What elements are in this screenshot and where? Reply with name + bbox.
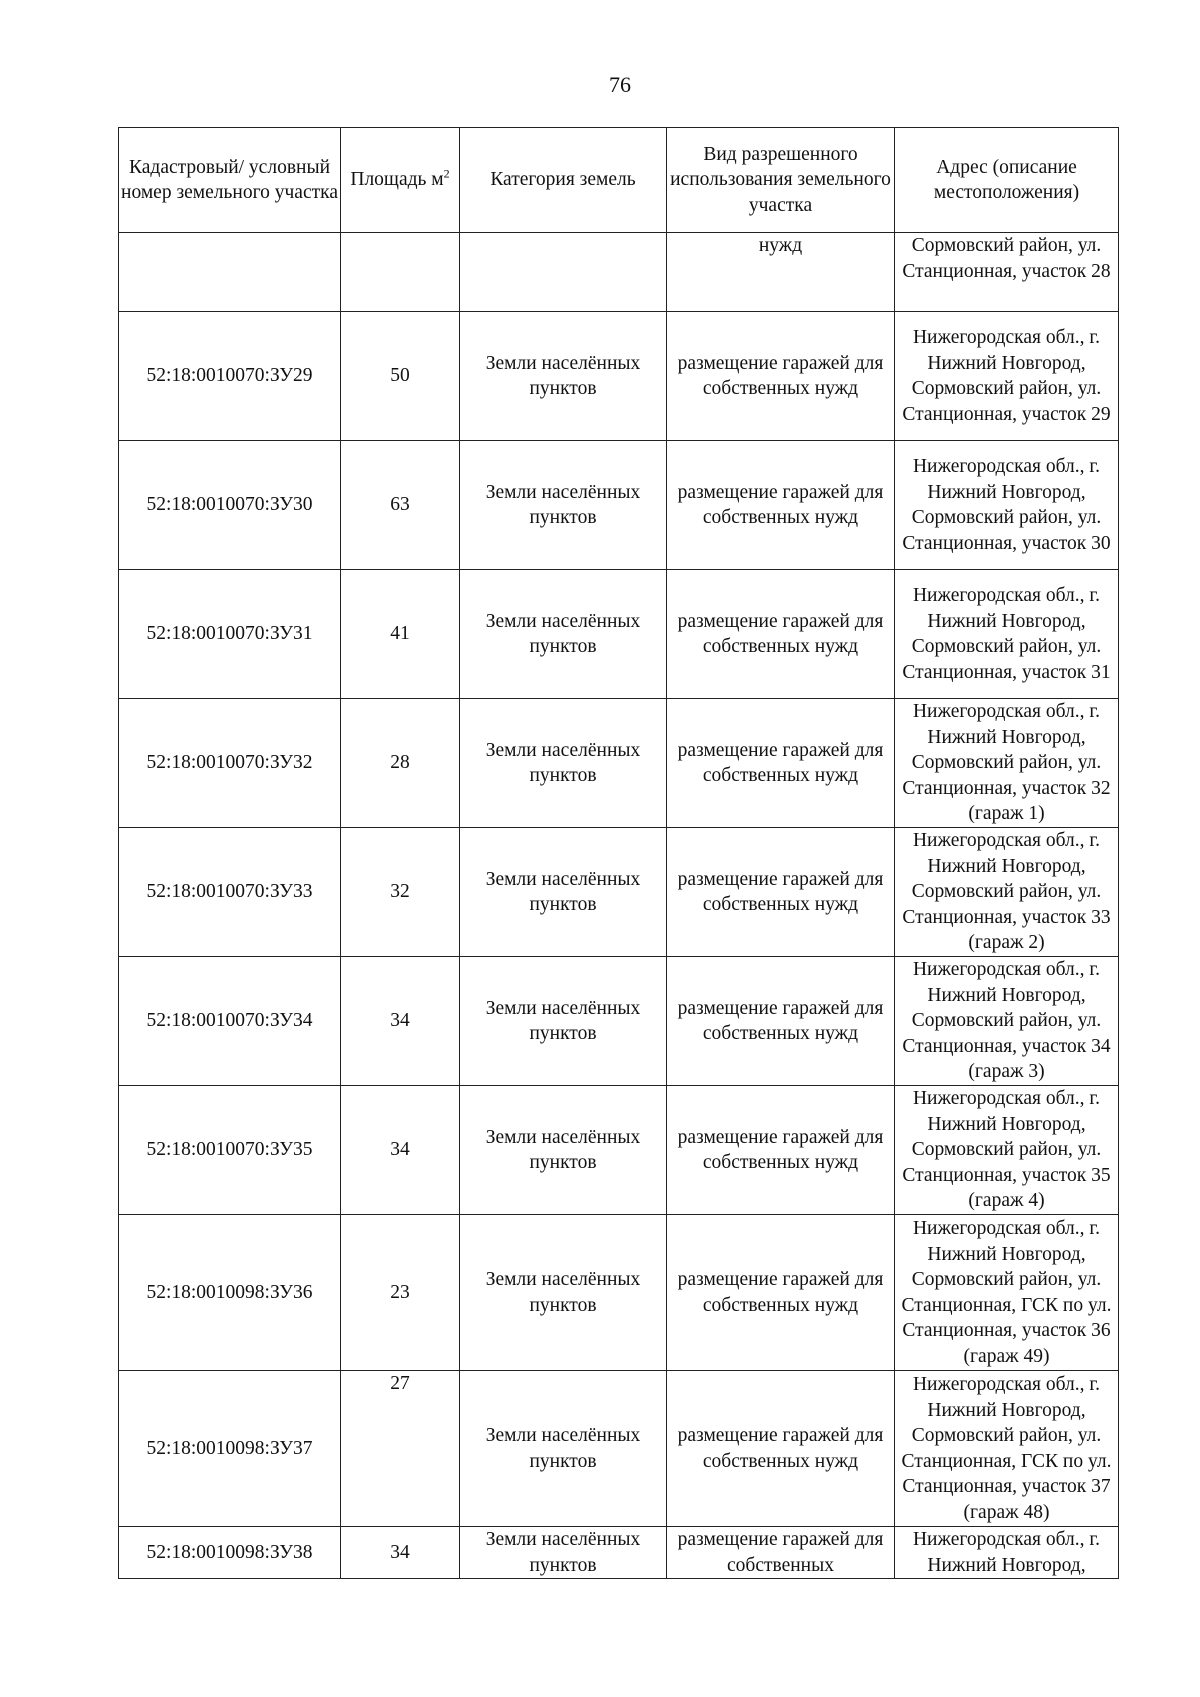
cell-number: 52:18:0010070:ЗУ29 [119, 312, 341, 441]
cell-number: 52:18:0010098:ЗУ37 [119, 1371, 341, 1527]
cell-use: нужд [667, 233, 895, 312]
cell-category: Земли населённых пунктов [460, 1215, 667, 1371]
cell-address: Нижегородская обл., г. Нижний Новгород, Сормовский район, ул. Станционная, участок 31 [895, 570, 1119, 699]
table-row [119, 1086, 1119, 1215]
cell-use: размещение гаражей для собственных нужд [667, 828, 895, 957]
cell-address: Нижегородская обл., г. Нижний Новгород, Сормовский район, ул. Станционная, участок 34 (гараж 3) [895, 957, 1119, 1086]
cell-area [341, 233, 460, 312]
table-row [119, 441, 1119, 570]
cell-address: Нижегородская обл., г. Нижний Новгород, [895, 1527, 1119, 1579]
cell-address: Нижегородская обл., г. Нижний Новгород, Сормовский район, ул. Станционная, участок 30 [895, 441, 1119, 570]
cell-address: Нижегородская обл., г. Нижний Новгород, Сормовский район, ул. Станционная, ГСК по ул. Станционная, участок 36 (гараж 49) [895, 1215, 1119, 1371]
cell-number: 52:18:0010070:ЗУ31 [119, 570, 341, 699]
table-row [119, 828, 1119, 957]
header-address: Адрес (описание местоположения) [895, 128, 1119, 233]
cell-area: 32 [341, 828, 460, 957]
cell-use: размещение гаражей для собственных нужд [667, 312, 895, 441]
cell-area: 28 [341, 699, 460, 828]
cell-number: 52:18:0010070:ЗУ35 [119, 1086, 341, 1215]
table-row-continuation [119, 233, 1119, 312]
cell-category [460, 233, 667, 312]
header-area [341, 128, 460, 233]
header-area-label: Площадь м [350, 169, 444, 191]
cell-number: 52:18:0010070:ЗУ30 [119, 441, 341, 570]
table-row [119, 957, 1119, 1086]
cell-use: размещение гаражей для собственных нужд [667, 1086, 895, 1215]
header-land-category: Категория земель [460, 128, 667, 233]
cell-area: 27 [341, 1371, 460, 1527]
cell-category: Земли населённых пунктов [460, 957, 667, 1086]
cell-use: размещение гаражей для собственных нужд [667, 1371, 895, 1527]
cell-address: Нижегородская обл., г. Нижний Новгород, Сормовский район, ул. Станционная, ГСК по ул. Станционная, участок 37 (гараж 48) [895, 1371, 1119, 1527]
cell-use: размещение гаражей для собственных нужд [667, 957, 895, 1086]
cell-area: 23 [341, 1215, 460, 1371]
table-row [119, 699, 1119, 828]
cell-area: 50 [341, 312, 460, 441]
cell-number: 52:18:0010070:ЗУ32 [119, 699, 341, 828]
cell-address: Сормовский район, ул. Станционная, участок 28 [895, 233, 1119, 312]
cell-area: 41 [341, 570, 460, 699]
header-area-unit-sup: 2 [443, 166, 450, 181]
cell-category: Земли населённых пунктов [460, 828, 667, 957]
cell-area: 34 [341, 957, 460, 1086]
table-row [119, 1215, 1119, 1371]
cell-use: размещение гаражей для собственных нужд [667, 699, 895, 828]
table-row [119, 312, 1119, 441]
cell-area: 34 [341, 1086, 460, 1215]
table-row [119, 1527, 1119, 1579]
cell-address: Нижегородская обл., г. Нижний Новгород, Сормовский район, ул. Станционная, участок 32 (гараж 1) [895, 699, 1119, 828]
cell-number: 52:18:0010098:ЗУ36 [119, 1215, 341, 1371]
cell-address: Нижегородская обл., г. Нижний Новгород, Сормовский район, ул. Станционная, участок 35 (гараж 4) [895, 1086, 1119, 1215]
cell-number: 52:18:0010098:ЗУ38 [119, 1527, 341, 1579]
cell-use: размещение гаражей для собственных нужд [667, 441, 895, 570]
cell-number [119, 233, 341, 312]
cell-use: размещение гаражей для собственных [667, 1527, 895, 1579]
cell-category: Земли населённых пунктов [460, 1371, 667, 1527]
table-row [119, 570, 1119, 699]
table-row [119, 1371, 1119, 1527]
cell-category: Земли населённых пунктов [460, 441, 667, 570]
land-plots-table [118, 127, 1119, 1579]
cell-number: 52:18:0010070:ЗУ33 [119, 828, 341, 957]
cell-address: Нижегородская обл., г. Нижний Новгород, Сормовский район, ул. Станционная, участок 29 [895, 312, 1119, 441]
cell-category: Земли населённых пунктов [460, 570, 667, 699]
cell-category: Земли населённых пунктов [460, 1086, 667, 1215]
cell-use: размещение гаражей для собственных нужд [667, 1215, 895, 1371]
cell-category: Земли населённых пунктов [460, 312, 667, 441]
header-permitted-use: Вид разрешенного использования земельного участка [667, 128, 895, 233]
cell-category: Земли населённых пунктов [460, 1527, 667, 1579]
cell-number: 52:18:0010070:ЗУ34 [119, 957, 341, 1086]
header-cadastral-number: Кадастровый/ условный номер земельного участка [119, 128, 341, 233]
cell-category: Земли населённых пунктов [460, 699, 667, 828]
cell-address: Нижегородская обл., г. Нижний Новгород, Сормовский район, ул. Станционная, участок 33 (гараж 2) [895, 828, 1119, 957]
cell-area: 34 [341, 1527, 460, 1579]
table-header-row [119, 128, 1119, 233]
page-number: 76 [609, 72, 631, 97]
cell-use: размещение гаражей для собственных нужд [667, 570, 895, 699]
cell-area: 63 [341, 441, 460, 570]
